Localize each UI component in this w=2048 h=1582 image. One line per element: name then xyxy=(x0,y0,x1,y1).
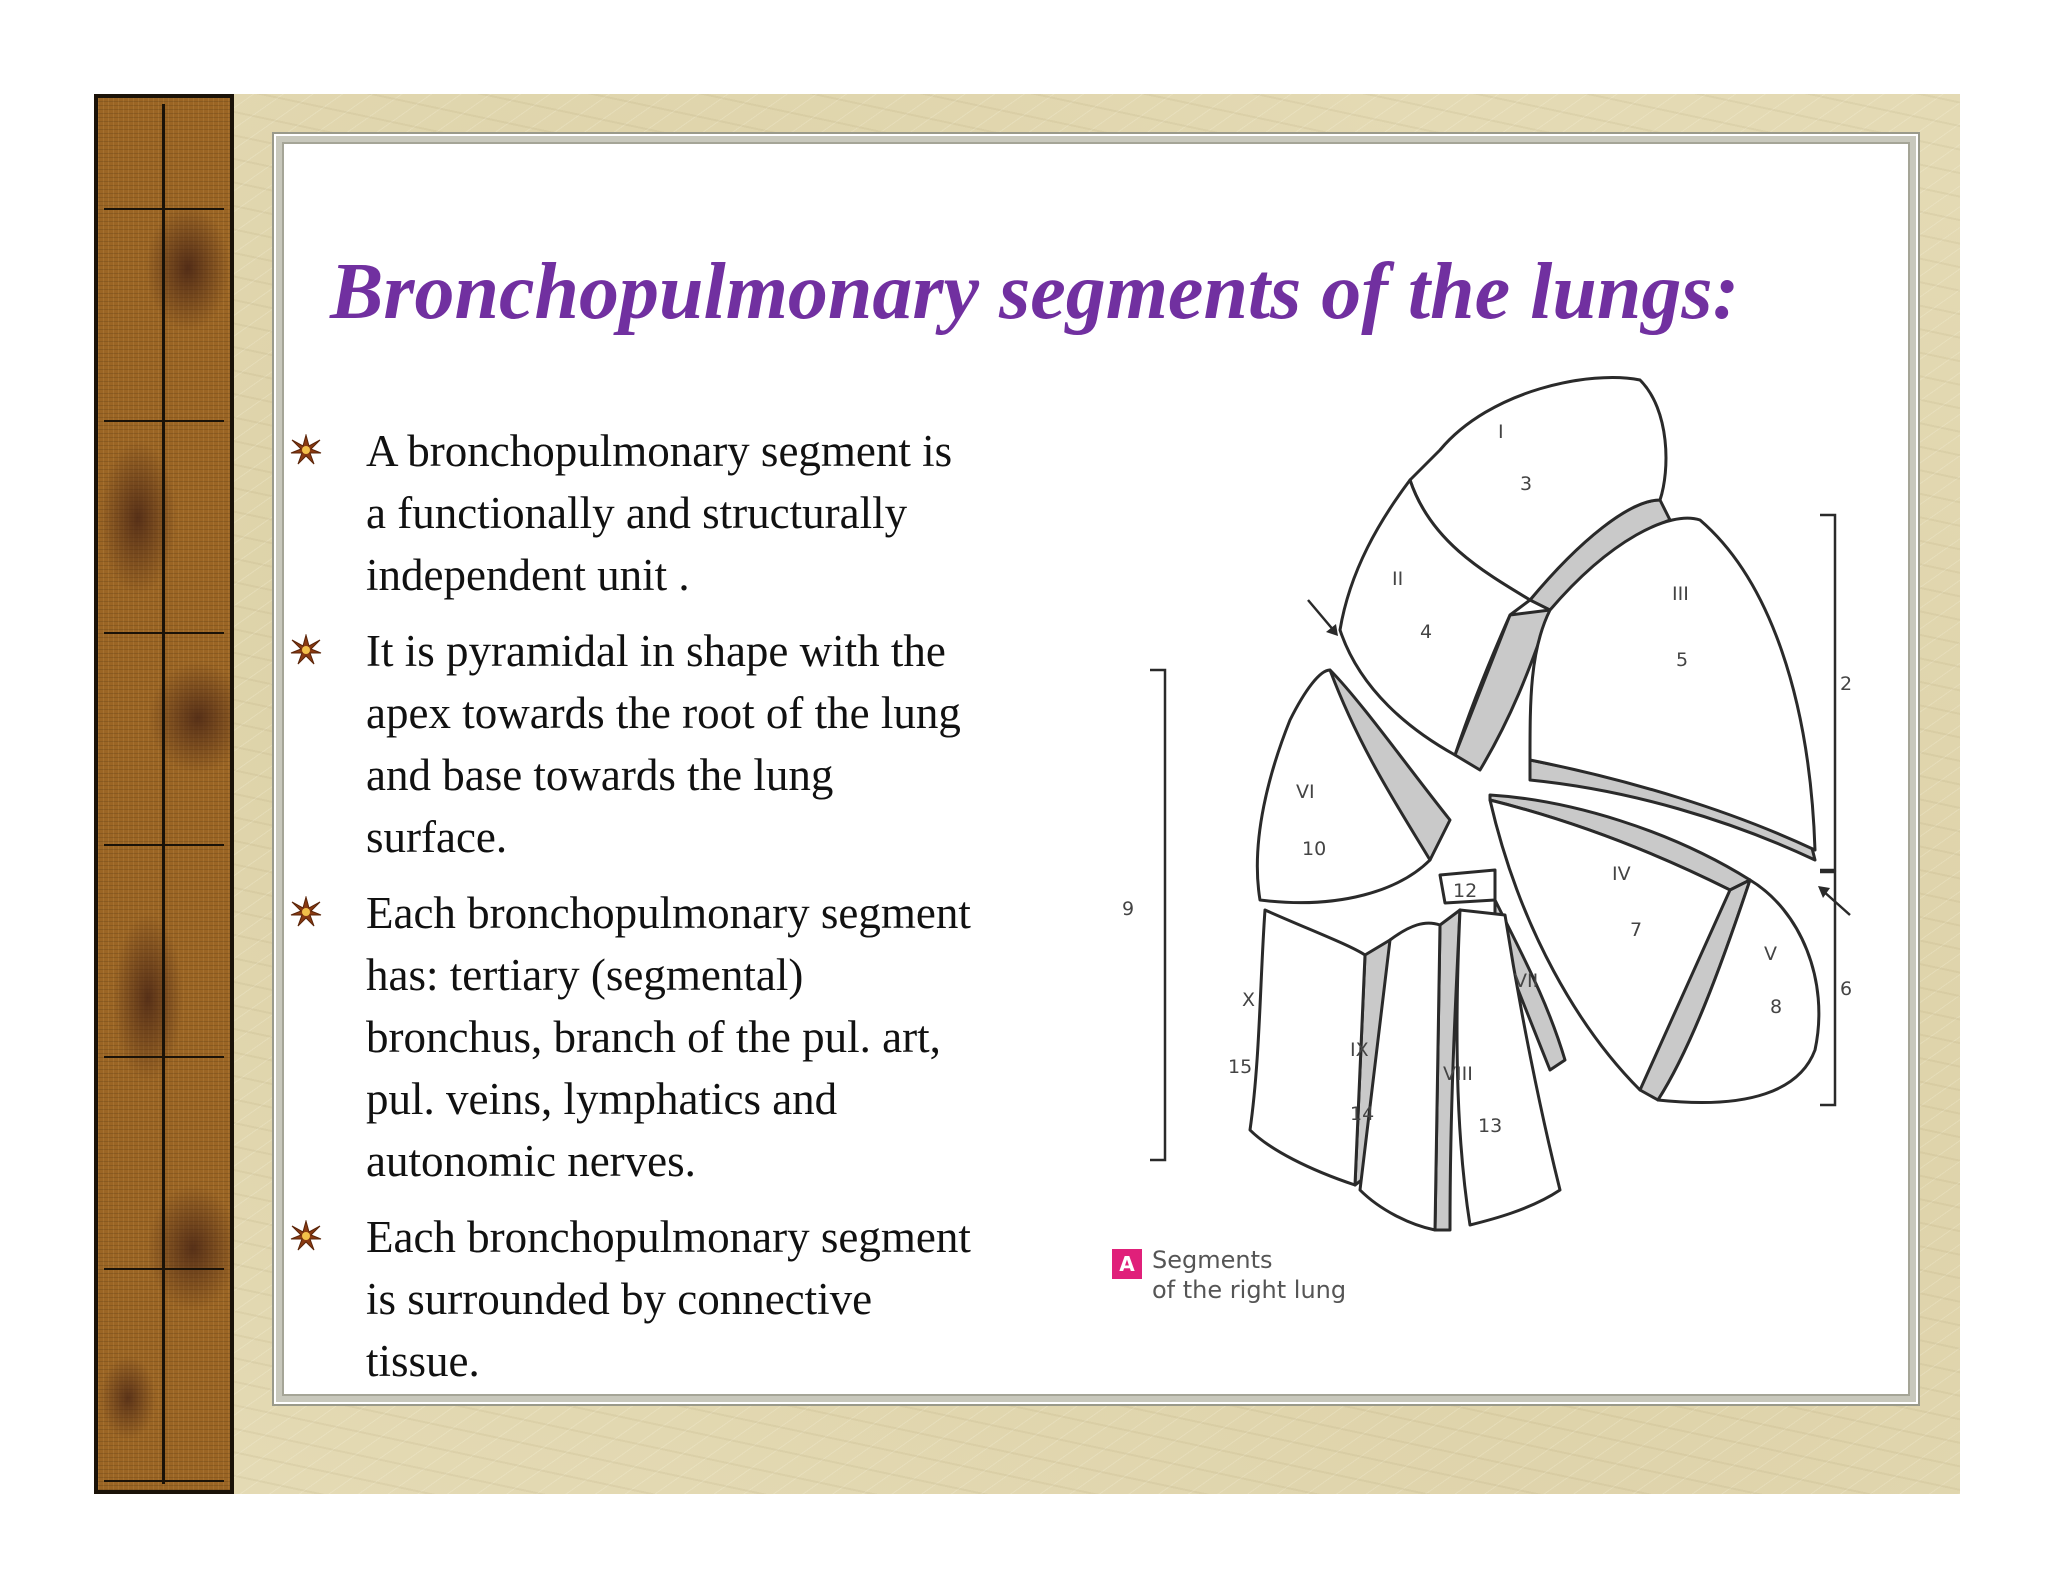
label-seg-10: 10 xyxy=(1302,838,1327,860)
label-seg-I: I xyxy=(1498,421,1504,443)
bullet-item xyxy=(290,1206,1090,1392)
bullet-item xyxy=(290,882,1090,1192)
label-seg-12: 12 xyxy=(1453,880,1478,902)
label-seg-X: X xyxy=(1242,989,1256,1011)
bullet-line: bronchus, branch of the pul. art, xyxy=(366,1012,941,1062)
caption-badge: A xyxy=(1112,1249,1142,1279)
bracket-right-upper xyxy=(1820,515,1835,870)
label-seg-5: 5 xyxy=(1676,649,1689,671)
star-bullet-icon xyxy=(290,1220,322,1252)
bullet-line: Each bronchopulmonary segment xyxy=(366,1212,971,1262)
star-bullet-icon xyxy=(290,434,322,466)
label-seg-IV: IV xyxy=(1612,863,1631,885)
label-bracket-2: 2 xyxy=(1840,673,1853,695)
label-seg-15: 15 xyxy=(1228,1056,1253,1078)
strip-grid-lines xyxy=(104,104,224,1484)
bullet-line: apex towards the root of the lung xyxy=(366,688,961,738)
bracket-left xyxy=(1150,670,1165,1160)
caption-line: Segments xyxy=(1152,1246,1273,1274)
slide-title: Bronchopulmonary segments of the lungs: xyxy=(330,248,1740,336)
label-seg-13: 13 xyxy=(1478,1115,1503,1137)
bullet-list xyxy=(290,420,1090,1406)
label-seg-II: II xyxy=(1392,568,1404,590)
bullet-line: has: tertiary (segmental) xyxy=(366,950,804,1000)
caption-line: of the right lung xyxy=(1152,1276,1347,1304)
label-seg-VI: VI xyxy=(1296,781,1315,803)
label-seg-14: 14 xyxy=(1350,1103,1375,1125)
bullet-line: independent unit . xyxy=(366,550,690,600)
bullet-line: Each bronchopulmonary segment xyxy=(366,888,971,938)
bullet-line: tissue. xyxy=(366,1336,480,1386)
bullet-item xyxy=(290,620,1090,868)
label-seg-VIII: VIII xyxy=(1443,1063,1473,1085)
label-bracket-6: 6 xyxy=(1840,978,1853,1000)
label-seg-V: V xyxy=(1764,943,1777,965)
bullet-line: A bronchopulmonary segment is xyxy=(366,426,953,476)
lung-segments-diagram xyxy=(1110,370,1880,1330)
decorative-side-strip xyxy=(94,94,234,1494)
bullet-line: a functionally and structurally xyxy=(366,488,908,538)
bracket-right-lower xyxy=(1820,872,1835,1105)
label-seg-IX: IX xyxy=(1350,1039,1369,1061)
arrow-upper-left xyxy=(1308,600,1338,636)
bullet-line: and base towards the lung xyxy=(366,750,834,800)
label-seg-III: III xyxy=(1672,583,1689,605)
label-seg-7: 7 xyxy=(1630,919,1643,941)
label-seg-3: 3 xyxy=(1520,473,1533,495)
bullet-line: pul. veins, lymphatics and xyxy=(366,1074,838,1124)
bullet-item xyxy=(290,420,1090,606)
figure-caption xyxy=(1112,1245,1346,1305)
star-bullet-icon xyxy=(290,896,322,928)
label-seg-VII: VII xyxy=(1514,970,1539,992)
label-seg-8: 8 xyxy=(1770,996,1783,1018)
label-seg-4: 4 xyxy=(1420,621,1433,643)
bullet-line: It is pyramidal in shape with the xyxy=(366,626,946,676)
label-bracket-9: 9 xyxy=(1122,898,1135,920)
star-bullet-icon xyxy=(290,634,322,666)
bullet-line: surface. xyxy=(366,812,508,862)
caption-text xyxy=(1152,1245,1346,1305)
bullet-line: autonomic nerves. xyxy=(366,1136,696,1186)
lung-segments-svg xyxy=(1110,370,1880,1330)
bullet-line: is surrounded by connective xyxy=(366,1274,873,1324)
